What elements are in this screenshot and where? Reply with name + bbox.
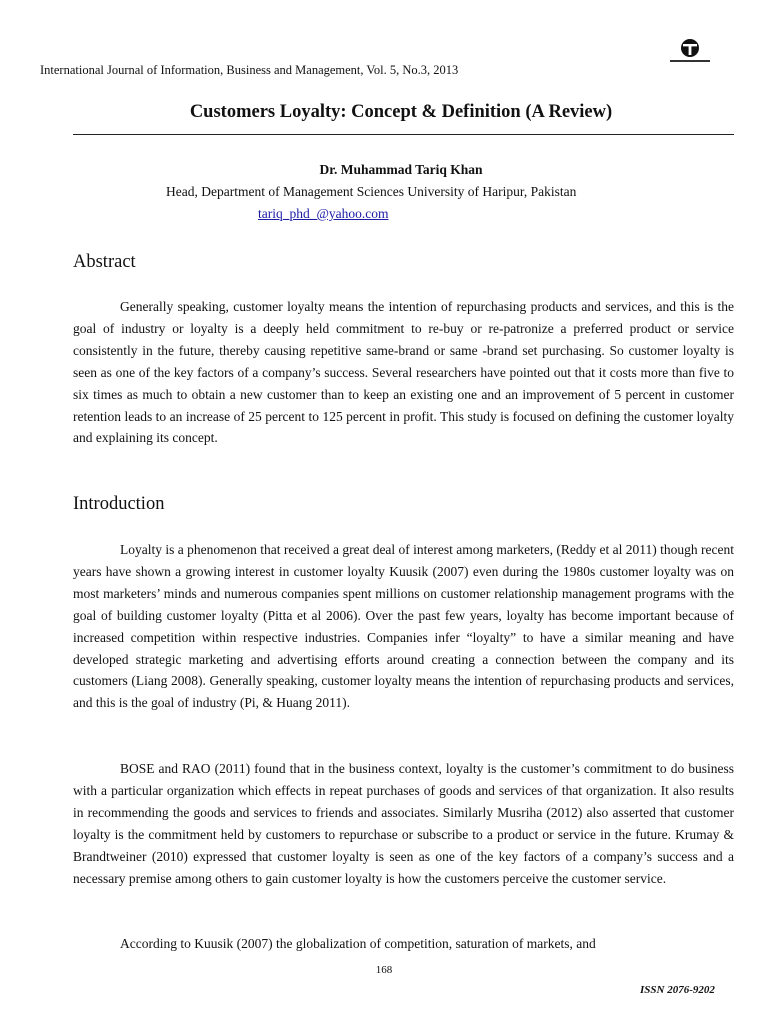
issn-footer: ISSN 2076-9202 [640,984,715,996]
abstract-heading: Abstract [73,252,136,272]
paragraph-text: According to Kuusik (2007) the globalization of competition, saturation of markets, and [120,936,596,951]
abstract-paragraph: Generally speaking, customer loyalty means the intention of repurchasing products and services, and this is the goal of industry or loyalty is a deeply held commitment to re-buy or re-patronize a preferred product or service consistently in the future, thereby causing repetitive same-brand or same -brand set purchasing. So customer loyalty is seen as one of the key factors of a company’s success. Several researchers have pointed out that it costs more than five to six times as much to obtain a new customer than to keep an existing one and an improvement of 5 percent in customer retention leads to an increase of 25 percent to 125 percent in profit. This study is focused on defining the customer loyalty and explaining its concept. [73,299,734,446]
paragraph-text: Loyalty is a phenomenon that received a great deal of interest among marketers, (Reddy et al 2011) though recent years have shown a growing interest in customer loyalty Kuusik (2007) even during the 1980s customer loyalty was on most marketers’ minds and numerous companies spent millions on customer relationship management programs with the goal of building customer loyalty (Pitta et al 2006). Over the past few years, loyalty has become important because of increased competition within respective industries. Companies infer “loyalty” to have a similar meaning and have developed strategic marketing and advertising efforts around creating a connection between the company and its customers (Liang 2008). Generally speaking, customer loyalty means the intention of repurchasing products and services, and this is the goal of industry (Pi, & Huang 2011). [73,542,734,711]
author-affiliation: Head, Department of Management Sciences University of Haripur, Pakistan [166,184,577,199]
author-name: Dr. Muhammad Tariq Khan [319,162,483,177]
paper-title: Customers Loyalty: Concept & Definition (A Review) [189,102,613,122]
introduction-heading: Introduction [73,494,165,514]
introduction-paragraph-3 [73,933,734,955]
journal-logo [666,38,714,68]
abstract-body [73,296,734,449]
introduction-paragraph-2 [73,758,734,889]
journal-header: International Journal of Information, Business and Management, Vol. 5, No.3, 2013 [40,63,459,77]
author-email-link[interactable]: tariq_phd_@yahoo.com [258,206,389,221]
title-rule [73,134,734,135]
page-number: 168 [375,964,393,976]
introduction-paragraph-1 [73,539,734,714]
paragraph-text: BOSE and RAO (2011) found that in the business context, loyalty is the customer’s commitment to do business with a particular organization which effects in repeat purchases of goods and services of that organization. It also results in recommending the goods and services to friends and associates. Similarly Musriha (2012) also asserted that customer loyalty is the commitment held by customers to repurchase or subscribe to a product or service in the future. Krumay & Brandtweiner (2010) expressed that customer loyalty is seen as one of the key factors of a company’s success and a necessary premise among others to gain customer loyalty is how the customers perceive the customer service. [73,761,734,886]
